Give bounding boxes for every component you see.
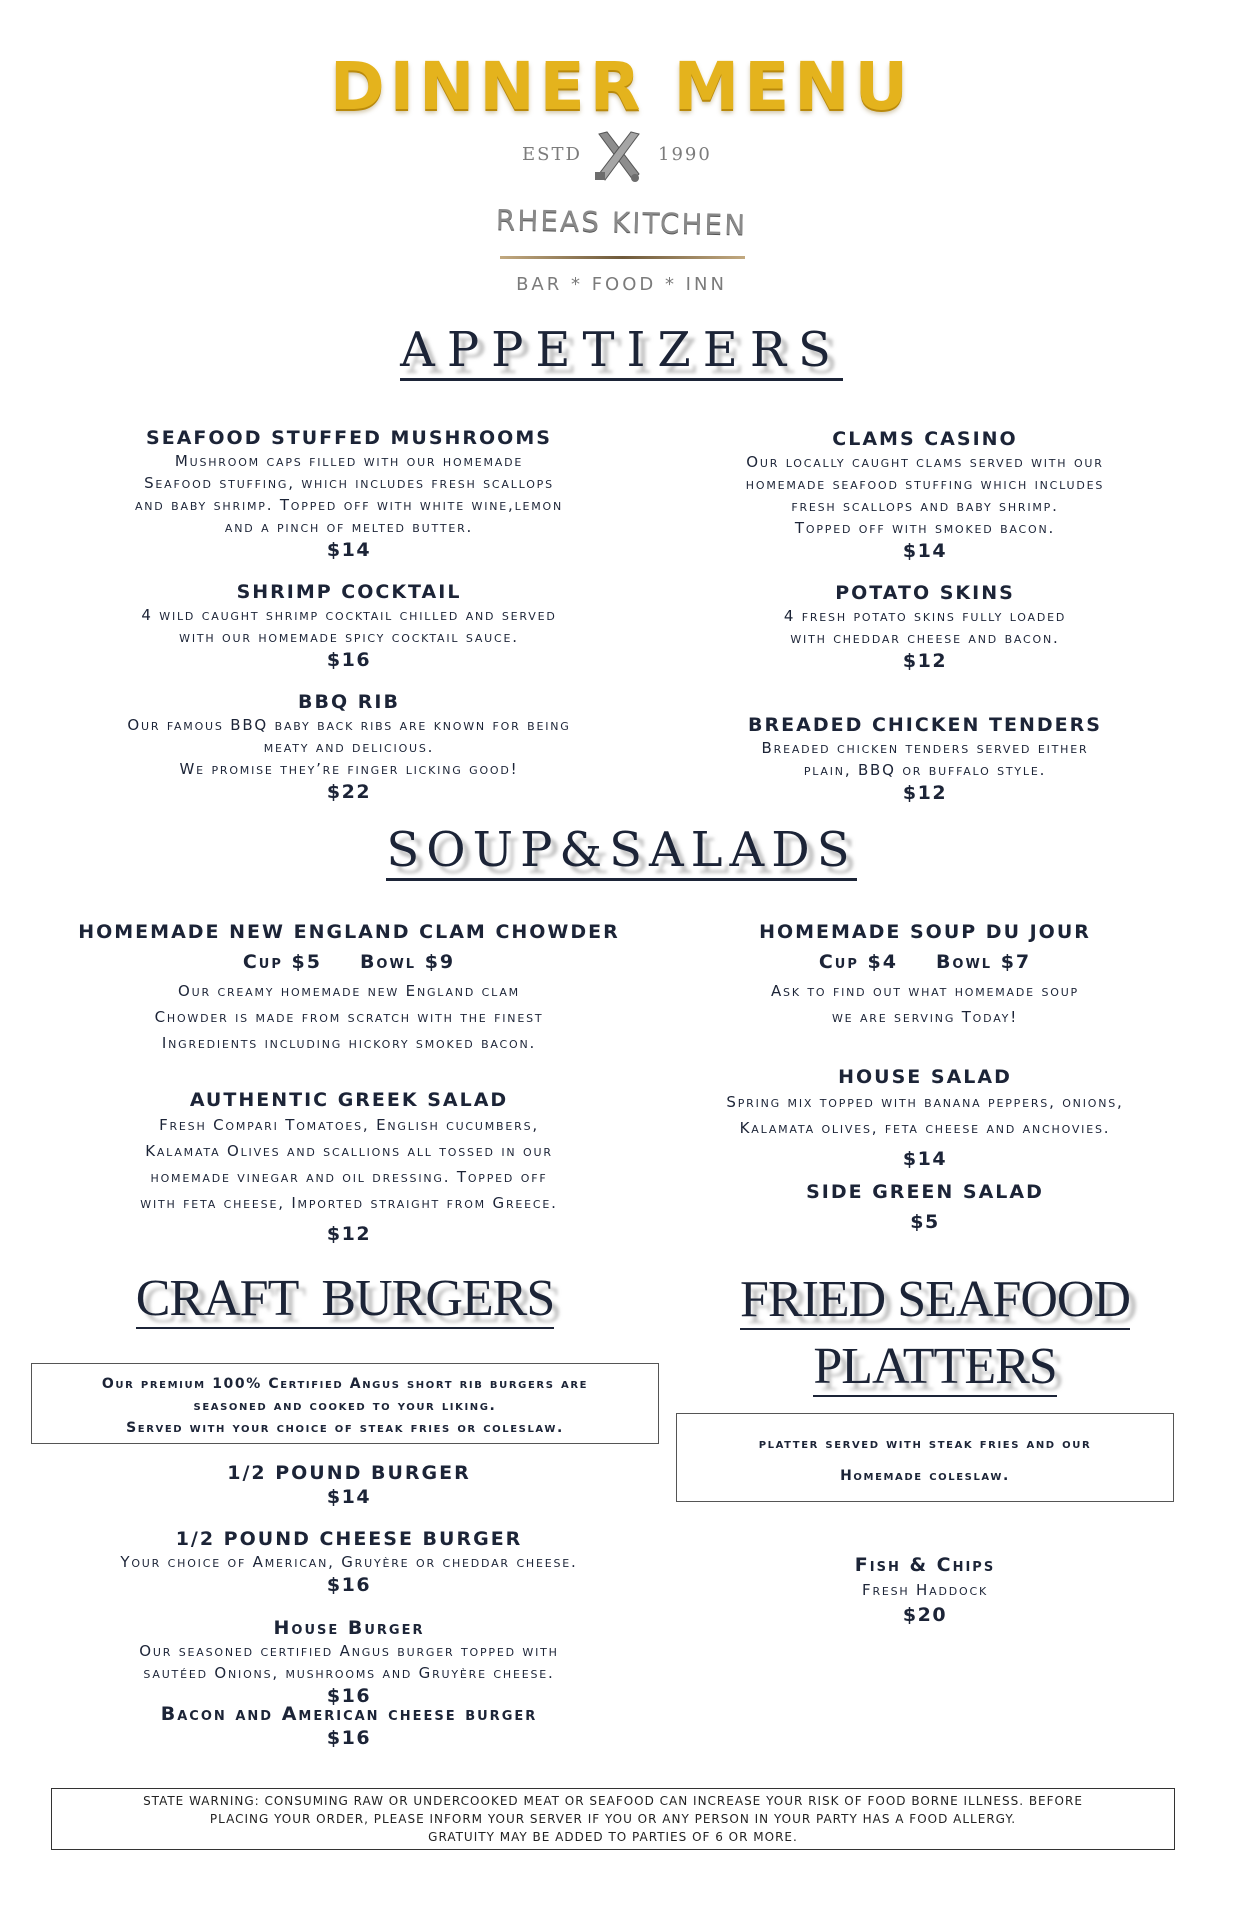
cup-price: Cup $5 [242,951,322,973]
item-price: $16 [326,1685,372,1707]
bowl-price: Bowl $9 [359,951,456,973]
logo-divider [500,256,745,259]
menu-item: HOUSE SALAD Spring mix topped with banana peppers, onions, Kalamata olives, feta cheese and anchovies. $14 [655,1065,1195,1171]
menu-item: BREADED CHICKEN TENDERS Breaded chicken tenders served either plain, BBQ or buffalo style. $12 [655,713,1195,805]
item-price: $16 [326,1574,372,1596]
menu-item: HOMEMADE NEW ENGLAND CLAM CHOWDER Cup $5 Bowl $9 Our creamy homemade new England clam Chowder is made from scratch with the finest Ingredients including hickory smoked bacon. [62,920,636,1056]
item-price: $12 [902,782,948,804]
item-price: $16 [326,649,372,671]
burger-intro-box: Our premium 100% Certified Angus short rib burgers are seasoned and cooked to your liking. Served with your choice of steak fries or coleslaw. [31,1363,659,1444]
menu-item: HOMEMADE SOUP DU JOUR Cup $4 Bowl $7 Ask to find out what homemade soup we are serving Today! [655,920,1195,1030]
item-name: POTATO SKINS [835,582,1015,604]
state-warning-notice: STATE WARNING: CONSUMING RAW OR UNDERCOOKED MEAT OR SEAFOOD CAN INCREASE YOUR RISK OF FOOD BORNE ILLNESS. BEFORE PLACING YOUR ORDER, PLEASE INFORM YOUR SERVER IF YOU OR ANY PERSON IN YOUR PARTY HAS A FOOD ALLERGY. GRATUITY MAY BE ADDED TO PARTIES OF 6 OR MORE. [51,1788,1175,1850]
logo-year: 1990 [658,144,712,165]
menu-item: BBQ RIB Our famous BBQ baby back ribs are known for being meaty and delicious. We promise they’re finger licking good! $22 [62,690,636,804]
item-name: SEAFOOD STUFFED MUSHROOMS [146,427,552,449]
item-name: House Burger [273,1617,425,1639]
item-name: SHRIMP COCKTAIL [236,581,462,603]
item-price: $14 [902,540,948,562]
item-price: $14 [902,1148,948,1170]
item-name: Fish & Chips [854,1554,996,1576]
item-price: $12 [326,1223,372,1245]
item-name: 1/2 POUND BURGER [227,1462,471,1484]
item-name: HOUSE SALAD [838,1066,1012,1088]
crossed-utensils-icon [587,128,651,184]
restaurant-tagline: BAR * FOOD * INN [516,274,727,295]
item-price: $5 [910,1211,940,1233]
menu-item: AUTHENTIC GREEK SALAD Fresh Compari Tomatoes, English cucumbers, Kalamata Olives and scallions all tossed in our homemade vinegar and oil dressing. Topped off with feta cheese, Imported straight from Greece. $12 [62,1088,636,1246]
fried-seafood-heading: FRIED SEAFOOD PLATTERS [739,1271,1131,1395]
menu-item [62,1461,636,1509]
menu-item: SEAFOOD STUFFED MUSHROOMS Mushroom caps filled with our homemade Seafood stuffing, which includes fresh scallops and baby shrimp. Topped off with white wine,lemon and a pinch of melted butter. $14 [62,426,636,562]
item-price: $12 [902,650,948,672]
appetizers-heading: APPETIZERS [0,322,1243,378]
platter-intro-box: platter served with steak fries and our Homemade coleslaw. [676,1413,1174,1502]
cup-price: Cup $4 [818,951,898,973]
craft-burgers-heading: CRAFT BURGERS [135,1270,555,1327]
item-price: $14 [326,539,372,561]
menu-item: Fish & Chips Fresh Haddock $20 [676,1553,1174,1627]
menu-item: CLAMS CASINO Our locally caught clams served with our homemade seafood stuffing which includes fresh scallops and baby shrimp. Topped off with smoked bacon. $14 [655,427,1195,563]
item-price: $20 [902,1604,948,1626]
menu-item: SHRIMP COCKTAIL 4 wild caught shrimp cocktail chilled and served with our homemade spicy cocktail sauce. $16 [62,580,636,672]
item-name: 1/2 POUND CHEESE BURGER [175,1528,523,1550]
item-price: $14 [326,1486,372,1508]
restaurant-name: RHEAS KITCHEN [495,203,748,242]
item-name: AUTHENTIC GREEK SALAD [189,1089,509,1111]
item-price: $22 [326,781,372,803]
menu-item: House Burger Our seasoned certified Angus burger topped with sautéed Onions, mushrooms and Gruyère cheese. $16 [62,1616,636,1708]
item-name: Bacon and American cheese burger [160,1703,538,1725]
menu-title: DINNER MENU [329,48,914,125]
item-name: HOMEMADE SOUP DU JOUR [759,921,1091,943]
restaurant-logo [430,128,813,300]
soup-salads-heading: SOUP&SALADS [0,822,1243,878]
item-name: BBQ RIB [298,691,400,713]
menu-item: POTATO SKINS 4 fresh potato skins fully loaded with cheddar cheese and bacon. $12 [655,581,1195,673]
item-name: HOMEMADE NEW ENGLAND CLAM CHOWDER [78,921,620,943]
menu-item [655,1180,1195,1234]
menu-item [62,1702,636,1750]
item-price: $16 [326,1727,372,1749]
item-name: SIDE GREEN SALAD [806,1181,1044,1203]
bowl-price: Bowl $7 [935,951,1032,973]
item-name: CLAMS CASINO [832,428,1018,450]
logo-estd: ESTD [522,144,582,165]
menu-item: 1/2 POUND CHEESE BURGER Your choice of American, Gruyère or cheddar cheese. $16 [62,1527,636,1597]
item-name: BREADED CHICKEN TENDERS [748,714,1102,736]
